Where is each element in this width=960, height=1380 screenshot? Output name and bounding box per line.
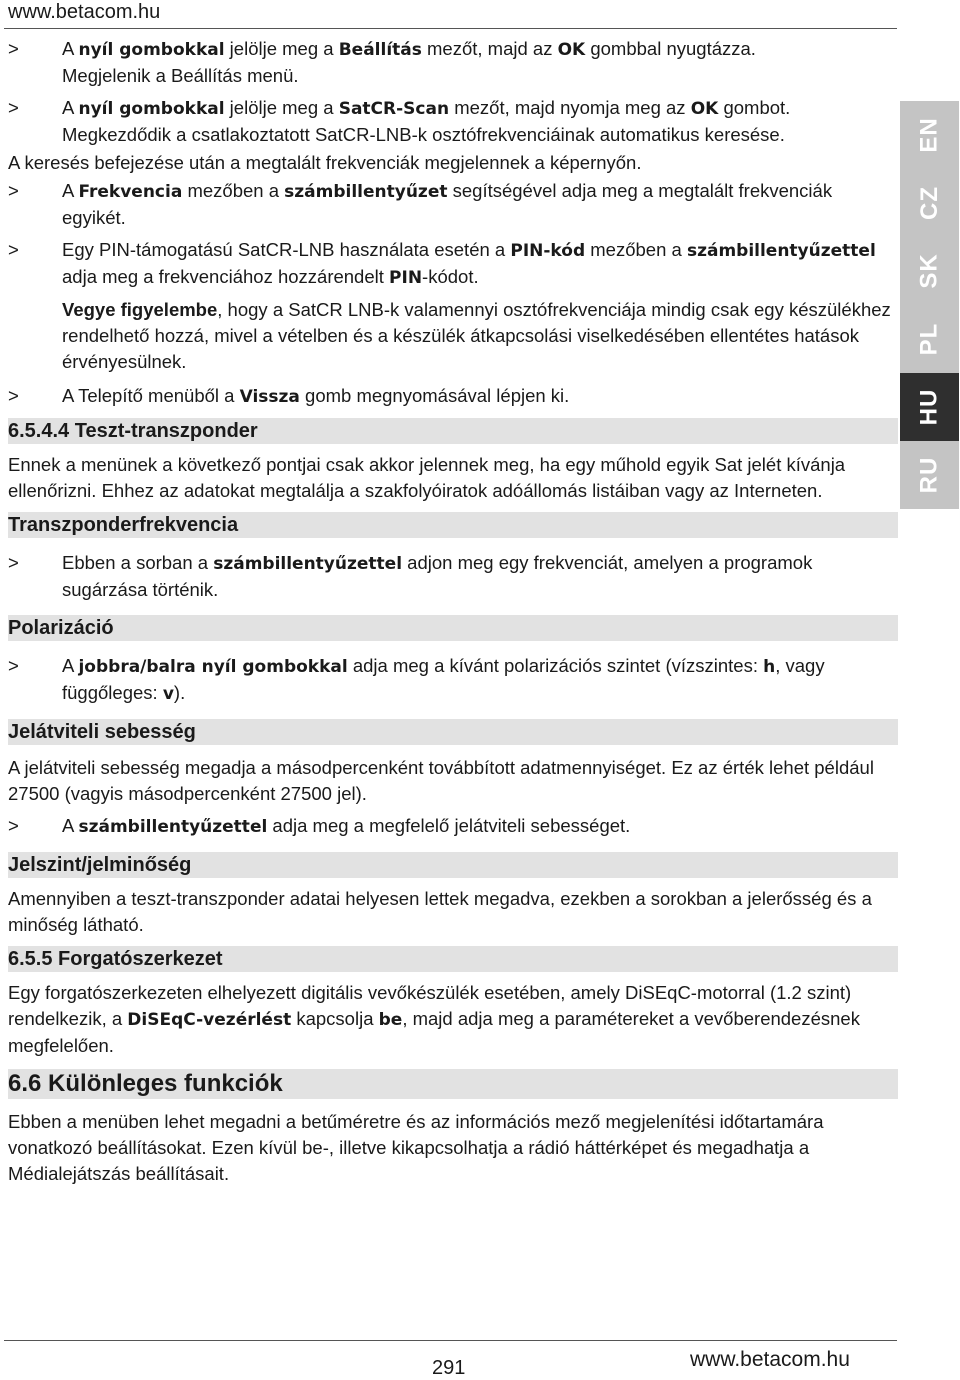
text: ).	[173, 682, 186, 703]
keyword: számbillentyűzettel	[78, 817, 268, 837]
text: jelölje meg a	[224, 38, 339, 59]
bullet-exit	[8, 383, 898, 410]
text: , hogy a SatCR LNB-k valamennyi osztófrekvenciája mindig csak egy készülékhez rendelhető hozzá, mivel a vételben és a készülék átkapcsolási viselkedésében ellentétes hatások érvényesülnek.	[62, 299, 891, 372]
section-heading-forgatoszerkezet: 6.5.5 Forgatószerkezet	[8, 946, 898, 972]
paragraph: Ennek a menünek a következő pontjai csak akkor jelennek meg, ha egy műhold egyik Sat jelét kívánja ellenőrizni. Ehhez az adatokat megtalálja a szakfolyóiratok adóállomás listáiban vagy az Interneten.	[8, 454, 846, 501]
paragraph: A keresés befejezése után a megtalált frekvenciák megjelennek a képernyőn.	[8, 152, 642, 173]
section-heading-teszt-transzponder: 6.5.4.4 Teszt-transzponder	[8, 418, 898, 444]
text: , vagy függőleges:	[62, 655, 825, 703]
section-heading-jelatviteli-sebesseg: Jelátviteli sebesség	[8, 719, 898, 745]
bullet-frekvencia	[8, 178, 898, 231]
header-site-url: www.betacom.hu	[8, 1, 161, 23]
text: A	[62, 655, 79, 676]
keyword: számbillentyűzet	[284, 182, 448, 202]
text: Megjelenik a Beállítás menü.	[62, 65, 299, 86]
paragraph	[8, 980, 898, 1059]
text: , majd adja meg a paramétereket a vevőberendezésnek megfelelően.	[8, 1008, 860, 1056]
text: gomb megnyomásával lépjen ki.	[299, 385, 570, 406]
language-tab-cz[interactable]: CZ	[900, 169, 959, 237]
paragraph: Amennyiben a teszt-transzponder adatai helyesen lettek megadva, ezekben a sorokban a jelerősség és a minőség látható.	[8, 888, 872, 935]
text: Egy PIN-támogatású SatCR-LNB használata esetén a	[62, 239, 511, 260]
bullet-marker: >	[8, 655, 19, 676]
text: mezőben a	[585, 239, 687, 260]
section-heading-polarizacio: Polarizáció	[8, 615, 898, 641]
keyword: számbillentyűzettel	[686, 241, 876, 261]
section-heading-kulonleges-funkciok: 6.6 Különleges funkciók	[8, 1069, 898, 1099]
note-paragraph	[8, 297, 898, 375]
main-content	[8, 36, 898, 1187]
language-tab-ru[interactable]: RU	[900, 441, 959, 509]
bullet-pin	[8, 237, 898, 291]
text: mezőt, majd az	[421, 38, 558, 59]
language-tab-hu[interactable]: HU	[900, 373, 959, 441]
section-heading-jelszint: Jelszint/jelminőség	[8, 852, 898, 878]
text: -kódot.	[422, 266, 479, 287]
text: A	[62, 815, 79, 836]
text: mezőt, majd nyomja meg az	[449, 97, 691, 118]
text: Egy forgatószerkezeten elhelyezett digitális vevőkészülék esetében, amely DiSEqC-motorral (1.2 szint) rendelkezik, a	[8, 982, 852, 1029]
page-number: 291	[432, 1357, 466, 1379]
text: gombot. Megkezdődik a csatlakoztatott SatCR-LNB-k osztófrekvenciáinak automatikus keresése.	[62, 97, 791, 145]
bullet-satcr-scan	[8, 95, 898, 148]
footer-rule	[4, 1340, 897, 1341]
bullet-marker: >	[8, 552, 19, 573]
bullet-frequency-entry	[8, 550, 898, 603]
keyword: nyíl gombokkal	[78, 99, 225, 119]
keyword: PIN	[389, 268, 423, 288]
bullet-marker: >	[8, 815, 19, 836]
keyword: PIN-kód	[510, 241, 586, 261]
text: jelölje meg a	[224, 97, 339, 118]
keyword: DiSEqC-vezérlést	[127, 1010, 292, 1030]
text: adja meg a kívánt polarizációs szintet (vízszintes:	[347, 655, 764, 676]
keyword: h	[763, 657, 776, 677]
text: A	[62, 180, 79, 201]
bullet-settings	[8, 36, 898, 89]
language-tabs	[900, 101, 959, 509]
keyword: OK	[557, 40, 586, 60]
footer-site-url: www.betacom.hu	[690, 1348, 850, 1371]
bullet-symbol-rate	[8, 813, 898, 840]
keyword: v	[162, 684, 174, 704]
keyword: OK	[690, 99, 719, 119]
text: A Telepítő menüből a	[62, 385, 240, 406]
keyword: nyíl gombokkal	[78, 40, 225, 60]
text: adjon meg egy frekvenciát, amelyen a programok sugárzása történik.	[62, 552, 813, 600]
keyword: számbillentyűzettel	[213, 554, 403, 574]
text: kapcsolja	[291, 1008, 379, 1029]
keyword: be	[378, 1010, 403, 1030]
text: Ebben a sorban a	[62, 552, 214, 573]
paragraph: A jelátviteli sebesség megadja a másodpercenként továbbított adatmennyiséget. Ez az érték lehet például 27500 (vagyis másodpercenként 27500 jel).	[8, 757, 874, 804]
keyword: Vissza	[239, 387, 300, 407]
text: adja meg a megfelelő jelátviteli sebességet.	[267, 815, 631, 836]
paragraph: Ebben a menüben lehet megadni a betűméretre és az információs mező megjelenítési időtartamára vonatkozó beállításokat. Ezen kívül be-, illetve kikapcsolhatja a rádió háttérképet és megadhatja a Médialejátszás beállításait.	[8, 1111, 824, 1184]
bullet-marker: >	[8, 97, 19, 118]
text: adja meg a frekvenciához hozzárendelt	[62, 266, 390, 287]
bullet-marker: >	[8, 180, 19, 201]
text: gombbal nyugtázza.	[585, 38, 756, 59]
language-tab-en[interactable]: EN	[900, 101, 959, 169]
note-label: Vegye figyelembe	[62, 299, 218, 320]
keyword: Beállítás	[338, 40, 422, 60]
header-rule	[4, 28, 897, 29]
language-tab-sk[interactable]: SK	[900, 237, 959, 305]
text: A	[62, 38, 79, 59]
bullet-marker: >	[8, 239, 19, 260]
bullet-marker: >	[8, 385, 19, 406]
keyword: Frekvencia	[78, 182, 183, 202]
text: A	[62, 97, 79, 118]
keyword: jobbra/balra nyíl gombokkal	[78, 657, 348, 677]
section-heading-transzponderfrekvencia: Transzponderfrekvencia	[8, 512, 898, 538]
text: segítségével adja meg a megtalált frekvenciák egyikét.	[62, 180, 833, 228]
bullet-marker: >	[8, 38, 19, 59]
bullet-polarization	[8, 653, 898, 707]
language-tab-pl[interactable]: PL	[900, 305, 959, 373]
keyword: SatCR-Scan	[338, 99, 450, 119]
text: mezőben a	[182, 180, 285, 201]
